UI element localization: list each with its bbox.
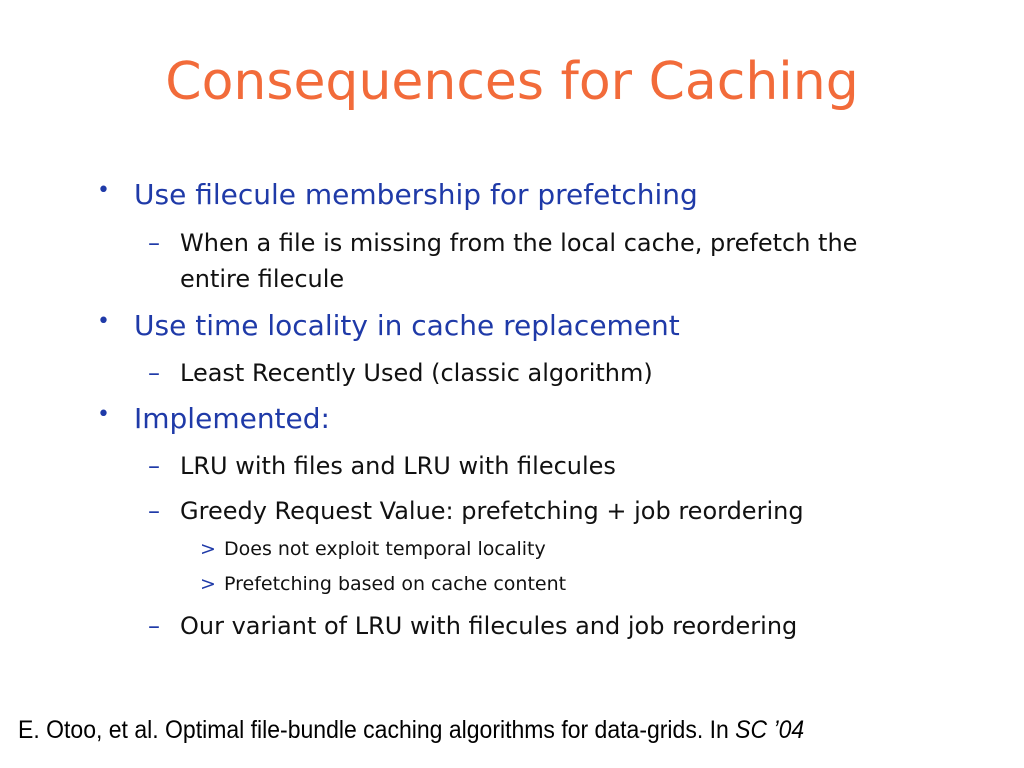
sub-bullet-text-line2: entire filecule — [180, 265, 345, 293]
chevron-right-icon: > — [200, 573, 216, 595]
citation-text: E. Otoo, et al. Optimal file-bundle caching algorithms for data-grids. In — [18, 716, 736, 744]
bullet-text: Use filecule membership for prefetching — [134, 178, 698, 211]
sub-bullet-text-line1: When a file is missing from the local cache, prefetch the — [180, 229, 858, 257]
bullet-text: Implemented: — [134, 402, 330, 435]
bullet-item-prefetching — [97, 178, 698, 211]
sub-sub-bullet-item-cache-content — [200, 573, 567, 595]
sub-bullet-text: Greedy Request Value: prefetching + job reordering — [180, 497, 804, 525]
bullet-dot-icon: • — [97, 178, 110, 203]
bullet-item-implemented — [97, 402, 330, 435]
chevron-right-icon: > — [200, 538, 216, 560]
sub-sub-bullet-item-temporal-locality — [200, 538, 546, 560]
sub-bullet-text: LRU with files and LRU with filecules — [180, 452, 616, 480]
sub-bullet-item-lru — [148, 355, 653, 391]
bullet-text: Use time locality in cache replacement — [134, 309, 680, 342]
sub-bullet-text: Least Recently Used (classic algorithm) — [180, 359, 653, 387]
sub-bullet-item-missing-file — [148, 225, 858, 297]
dash-icon: – — [148, 497, 160, 525]
citation-venue: SC ’04 — [735, 716, 805, 744]
sub-bullet-item-greedy-request-value — [148, 493, 804, 529]
dash-icon: – — [148, 229, 160, 257]
dash-icon: – — [148, 452, 160, 480]
sub-bullet-text: Our variant of LRU with filecules and job reordering — [180, 612, 798, 640]
citation-footer — [18, 716, 804, 745]
sub-bullet-item-lru-files-filecules — [148, 448, 616, 484]
bullet-dot-icon: • — [97, 402, 110, 427]
slide-title: Consequences for Caching — [165, 52, 859, 112]
sub-sub-bullet-text: Does not exploit temporal locality — [224, 538, 546, 560]
bullet-dot-icon: • — [97, 309, 110, 334]
bullet-item-time-locality — [97, 309, 680, 342]
dash-icon: – — [148, 359, 160, 387]
dash-icon: – — [148, 612, 160, 640]
sub-sub-bullet-text: Prefetching based on cache content — [224, 573, 567, 595]
sub-bullet-item-our-variant — [148, 608, 798, 644]
